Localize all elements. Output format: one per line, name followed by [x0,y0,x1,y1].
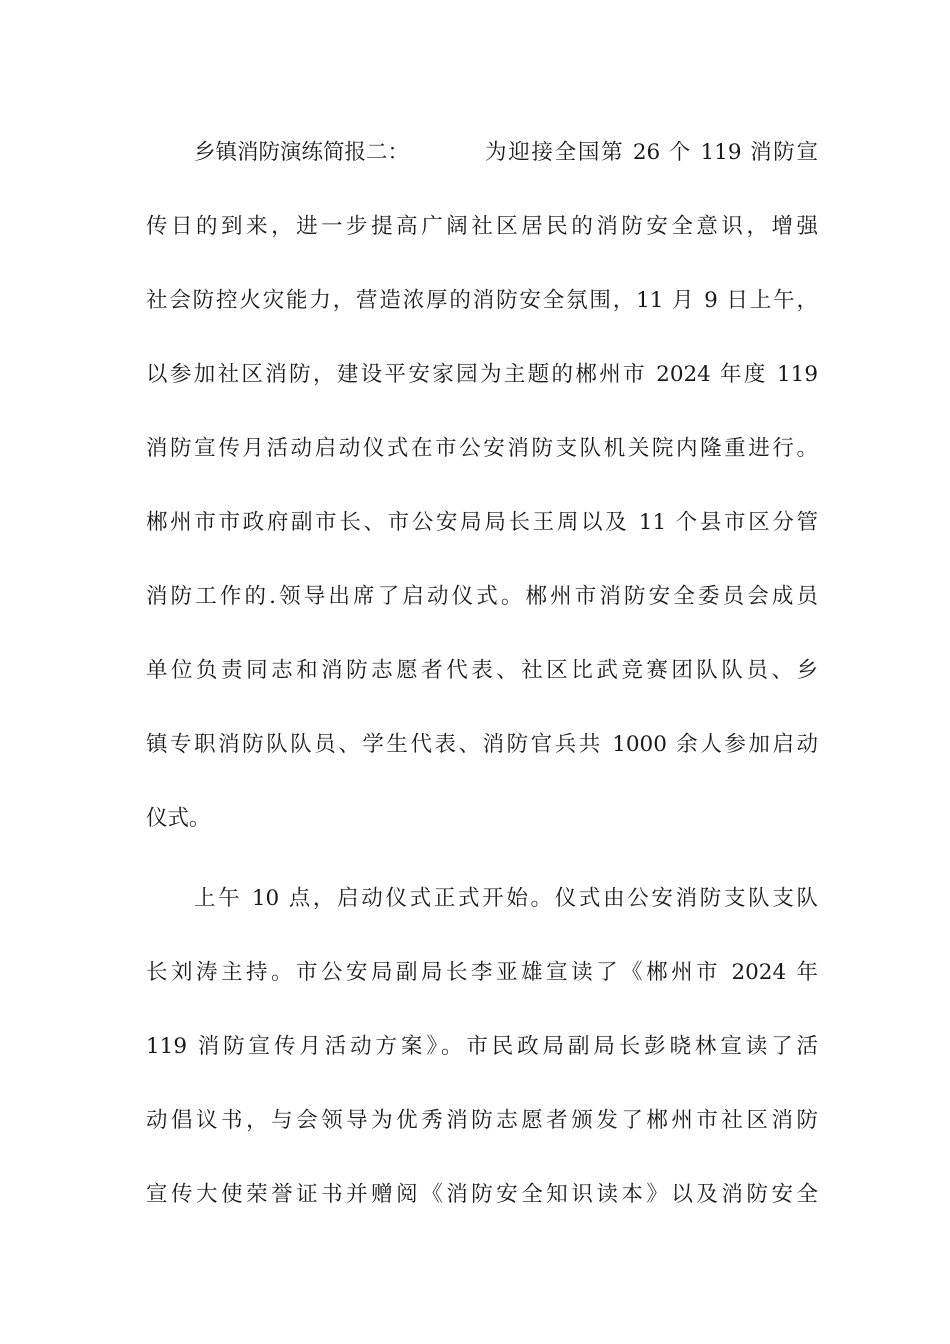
paragraph-line: 动倡议书，与会领导为优秀消防志愿者颁发了郴州市社区消防 [146,1108,818,1133]
paragraph-line: 以参加社区消防，建设平安家园为主题的郴州市 2024 年度 119 [146,362,818,387]
paragraph-line: 郴州市市政府副市长、市公安局局长王周以及 11 个县市区分管 [146,510,818,535]
paragraph-line: 社会防控火灾能力，营造浓厚的消防安全氛围，11 月 9 日上午， [146,288,818,313]
paragraph-line: 为迎接全国第 26 个 119 消防宣 [485,140,818,165]
paragraph-line: 消防工作的.领导出席了启动仪式。郴州市消防安全委员会成员 [146,584,818,609]
paragraph-line: 长刘涛主持。市公安局副局长李亚雄宣读了《郴州市 2024 年 [146,960,818,985]
document-heading: 乡镇消防演练简报二： [194,140,410,165]
paragraph-line: 单位负责同志和消防志愿者代表、社区比武竞赛团队队员、乡 [146,658,818,683]
paragraph-line: 上午 10 点，启动仪式正式开始。仪式由公安消防支队支队 [194,886,818,911]
paragraph-line: 消防宣传月活动启动仪式在市公安消防支队机关院内隆重进行。 [146,436,818,461]
paragraph-line: 传日的到来，进一步提高广阔社区居民的消防安全意识，增强 [146,214,818,239]
paragraph-line: 宣传大使荣誉证书并赠阅《消防安全知识读本》以及消防安全 [146,1182,818,1207]
paragraph-line: 119 消防宣传月活动方案》。市民政局副局长彭晓林宣读了活 [146,1034,818,1059]
paragraph-line: 镇专职消防队队员、学生代表、消防官兵共 1000 余人参加启动 [146,732,818,757]
paragraph-line: 仪式。 [146,806,211,831]
